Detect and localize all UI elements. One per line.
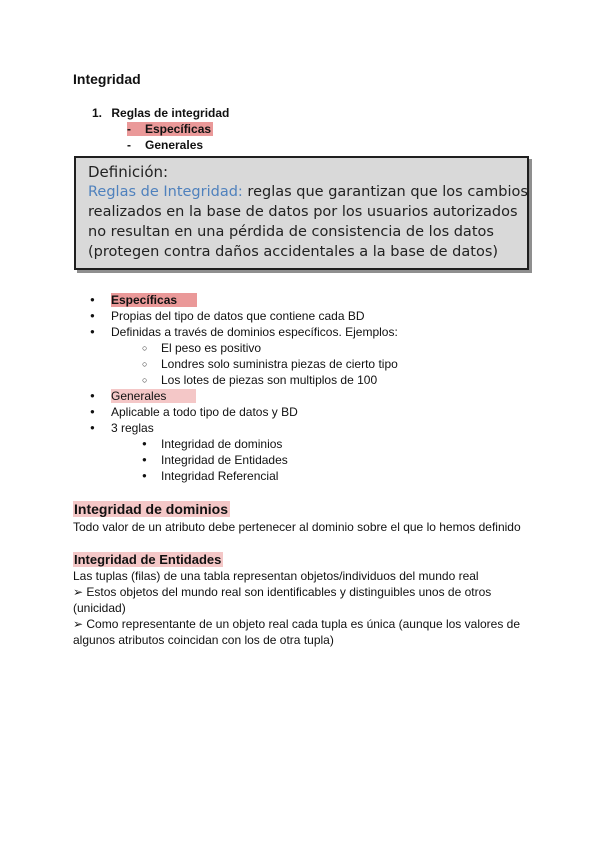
list-item: ● 3 reglas [90, 420, 530, 436]
definition-text [88, 182, 528, 262]
definition-heading: Definición: [88, 163, 169, 181]
dominios-heading: Integridad de dominios [74, 501, 229, 517]
sub-item-especificas: - Específicas [127, 122, 212, 136]
entidades-line3: ➢ Como representante de un objeto real cada tupla es única (aunque los valores de algunos atributos coincidan con los de otra tupla) [73, 617, 521, 647]
example-item: ○ Londres solo suministra piezas de cierto tipo [90, 356, 530, 372]
example-item: ○ El peso es positivo [90, 340, 530, 356]
section-number: 1. [92, 106, 103, 120]
sub-item-label: Específicas [145, 122, 212, 136]
sub-item-generales: - Generales [127, 138, 204, 152]
entidades-heading: Integridad de Entidades [74, 552, 222, 567]
entidades-line1: Las tuplas (filas) de una tabla representan objetos/individuos del mundo real [73, 569, 479, 583]
rule-item: ● Integridad de dominios [90, 436, 530, 452]
rule-item: ● Integridad Referencial [90, 468, 530, 484]
list-item: ● Aplicable a todo tipo de datos y BD [90, 404, 530, 420]
list-item-generales: ● Generales [90, 388, 530, 404]
definition-box [74, 156, 529, 270]
dominios-text: Todo valor de un atributo debe pertenecer al dominio sobre el que lo hemos definido [73, 520, 521, 534]
section-heading-text: Reglas de integridad [111, 106, 230, 120]
rules-list [90, 292, 530, 484]
rule-item: ● Integridad de Entidades [90, 452, 530, 468]
definition-body: reglas que garantizan que los cambios realizados en la base de datos por los usuarios autorizados no resultan en una pérdida de consistencia de los datos (protegen contra daños accidentales a la base de datos) [88, 184, 528, 260]
definition-keyword: Reglas de Integridad: [88, 184, 243, 200]
list-item-especificas: ● Específicas [90, 292, 530, 308]
sub-item-label: Generales [145, 138, 204, 152]
section-reglas-heading [92, 106, 229, 120]
list-item: ● Definidas a través de dominios específicos. Ejemplos: [90, 324, 530, 340]
entidades-line2: ➢ Estos objetos del mundo real son identificables y distinguibles unos de otros (unicidad) [73, 585, 492, 615]
page-title: Integridad [73, 71, 141, 87]
list-item: ● Propias del tipo de datos que contiene cada BD [90, 308, 530, 324]
example-item: ○ Los lotes de piezas son multiplos de 100 [90, 372, 530, 388]
